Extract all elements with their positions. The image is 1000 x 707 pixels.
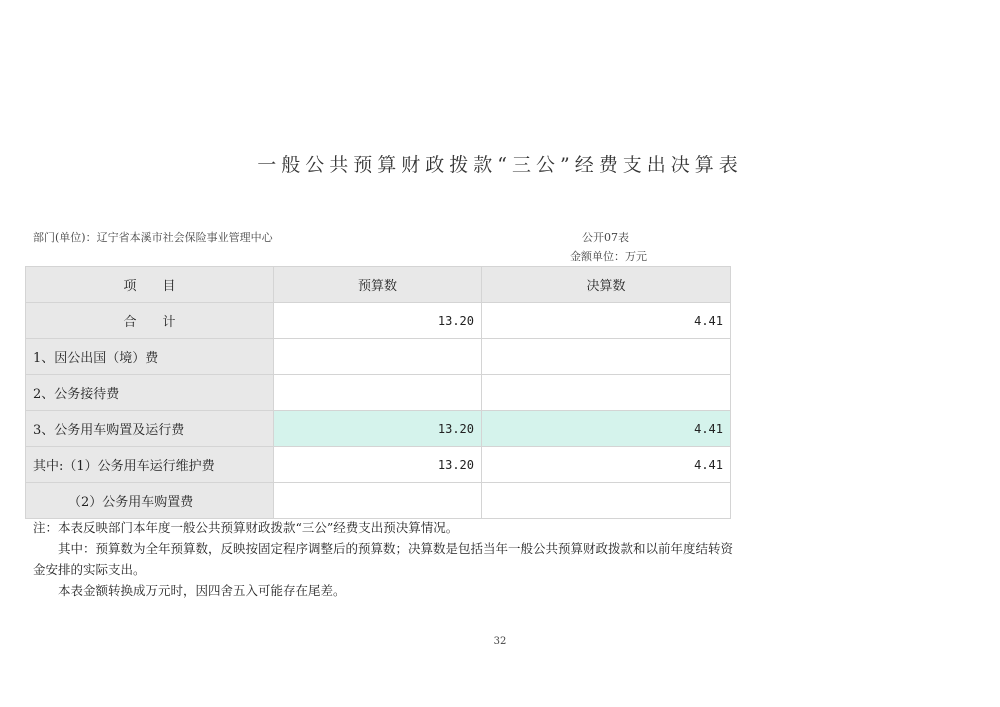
row-budget-value: 13.20	[274, 303, 482, 339]
note-line: 注：本表反映部门本年度一般公共预算财政拨款“三公”经费支出预决算情况。	[33, 520, 459, 535]
row-item-label: 1、因公出国（境）费	[26, 339, 274, 375]
page-number: 32	[493, 636, 507, 647]
row-item-label: 其中:（1）公务用车运行维护费	[26, 447, 274, 483]
form-number: 公开07表	[582, 231, 629, 244]
row-budget-value	[274, 483, 482, 519]
row-item-label: 合 计	[26, 303, 274, 339]
table-row	[26, 339, 731, 375]
department-label: 部门(单位)：辽宁省本溪市社会保险事业管理中心	[33, 231, 273, 244]
row-final-value: 4.41	[482, 303, 731, 339]
notes-section	[33, 517, 733, 601]
row-final-value	[482, 483, 731, 519]
row-budget-value[interactable]: 13.20	[274, 411, 482, 447]
row-budget-value: 13.20	[274, 447, 482, 483]
table-row-total	[26, 303, 731, 339]
row-item-label: 3、公务用车购置及运行费	[26, 411, 274, 447]
row-final-value	[482, 339, 731, 375]
table-row-highlighted[interactable]	[26, 411, 731, 447]
page-title: 一般公共预算财政拨款“三公”经费支出决算表	[257, 154, 743, 176]
table-header-row	[26, 267, 731, 303]
note-line: 其中：预算数为全年预算数，反映按固定程序调整后的预算数；决算数是包括当年一般公共预算财政拨款和以前年度结转资金安排的实际支出。	[33, 541, 734, 577]
row-budget-value	[274, 339, 482, 375]
row-final-value	[482, 375, 731, 411]
row-budget-value	[274, 375, 482, 411]
table-row	[26, 483, 731, 519]
row-final-value: 4.41	[482, 447, 731, 483]
amount-unit: 金额单位：万元	[570, 250, 647, 263]
row-final-value[interactable]: 4.41	[482, 411, 731, 447]
note-line: 本表金额转换成万元时，因四舍五入可能存在尾差。	[58, 583, 346, 598]
header-budget: 预算数	[274, 267, 482, 303]
row-item-label: 2、公务接待费	[26, 375, 274, 411]
header-final: 决算数	[482, 267, 731, 303]
table-row	[26, 375, 731, 411]
row-item-label: （2）公务用车购置费	[26, 483, 274, 519]
table-row	[26, 447, 731, 483]
expense-table	[25, 266, 731, 519]
header-item: 项 目	[26, 267, 274, 303]
